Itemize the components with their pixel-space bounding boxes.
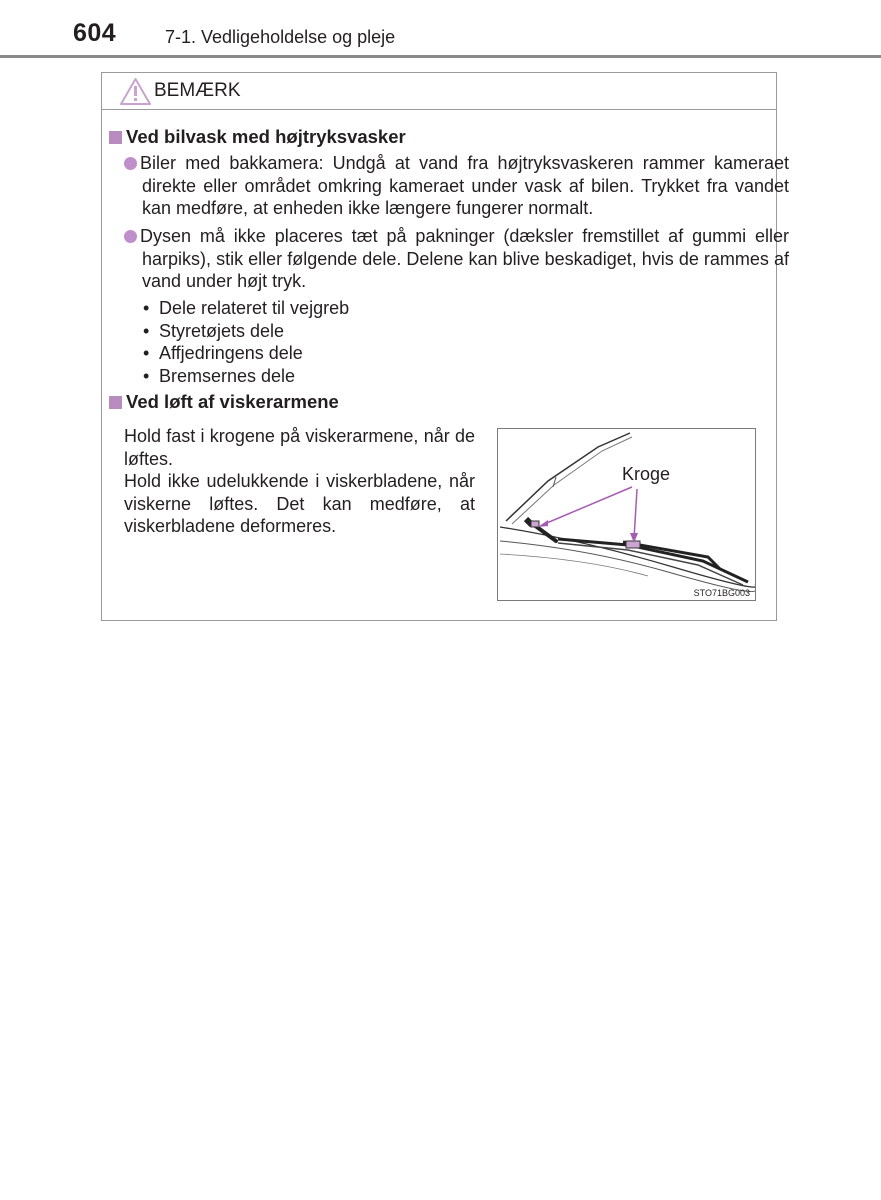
square-bullet-icon	[109, 396, 122, 409]
bullet-text: Dysen må ikke placeres tæt på pakninger (dæksler fremstillet af gummi eller harpiks), stik eller følgende dele. Delene kan blive beskadiget, hvis de rammes af vand under højt tryk.	[140, 226, 789, 291]
dot-bullet-icon: •	[143, 343, 150, 363]
section-heading-text: Ved løft af viskerarmene	[126, 391, 339, 412]
instruction-paragraph: Hold fast i krogene på viskerarmene, når de løftes.	[124, 426, 475, 469]
dot-bullet-icon: •	[143, 365, 150, 386]
bullet-text: Biler med bakkamera: Undgå at vand fra højtryksvaskeren rammer kameraet direkte eller området omkring kameraet under vask af bilen. Trykket fra vandet kan medføre, at enheden ikke længere fungerer normalt.	[140, 153, 789, 218]
list-item	[142, 365, 349, 388]
wiper-instructions	[124, 425, 475, 538]
dot-bullet-icon: •	[143, 320, 150, 341]
list-item-text: Bremsernes dele	[159, 365, 296, 386]
list-item-text: Styretøjets dele	[159, 320, 285, 341]
notice-header	[102, 73, 776, 110]
round-bullet-icon	[124, 230, 137, 243]
figure-callout-label: Kroge	[622, 464, 671, 484]
header-divider	[0, 55, 881, 58]
list-item-text: Dele relateret til vejgreb	[159, 298, 350, 318]
list-item	[142, 342, 349, 365]
section-heading-wipers	[109, 391, 339, 413]
dot-bullet-icon: •	[143, 298, 150, 318]
sub-item-list	[142, 297, 349, 387]
wiper-drawing	[498, 429, 755, 600]
list-item	[142, 297, 349, 320]
notice-label: BEMÆRK	[154, 80, 241, 101]
section-title: 7-1. Vedligeholdelse og pleje	[165, 27, 396, 47]
bullet-paragraph	[124, 225, 789, 293]
notice-box	[101, 72, 789, 621]
bullet-paragraph	[124, 152, 789, 220]
round-bullet-icon	[124, 157, 137, 170]
figure-code: STO71BG003	[693, 588, 750, 598]
square-bullet-icon	[109, 131, 122, 144]
list-item-text: Affjedringens dele	[159, 343, 303, 363]
section-heading-pressure-washer	[109, 126, 406, 148]
wiper-illustration	[497, 428, 756, 601]
list-item	[142, 320, 349, 343]
warning-triangle-icon	[119, 77, 152, 106]
instruction-paragraph: Hold ikke udelukkende i viskerbladene, når viskerne løftes. Det kan medføre, at viskerbladene deformeres.	[124, 471, 475, 536]
section-heading-text: Ved bilvask med højtryksvasker	[126, 126, 406, 147]
page-number: 604	[73, 19, 117, 47]
